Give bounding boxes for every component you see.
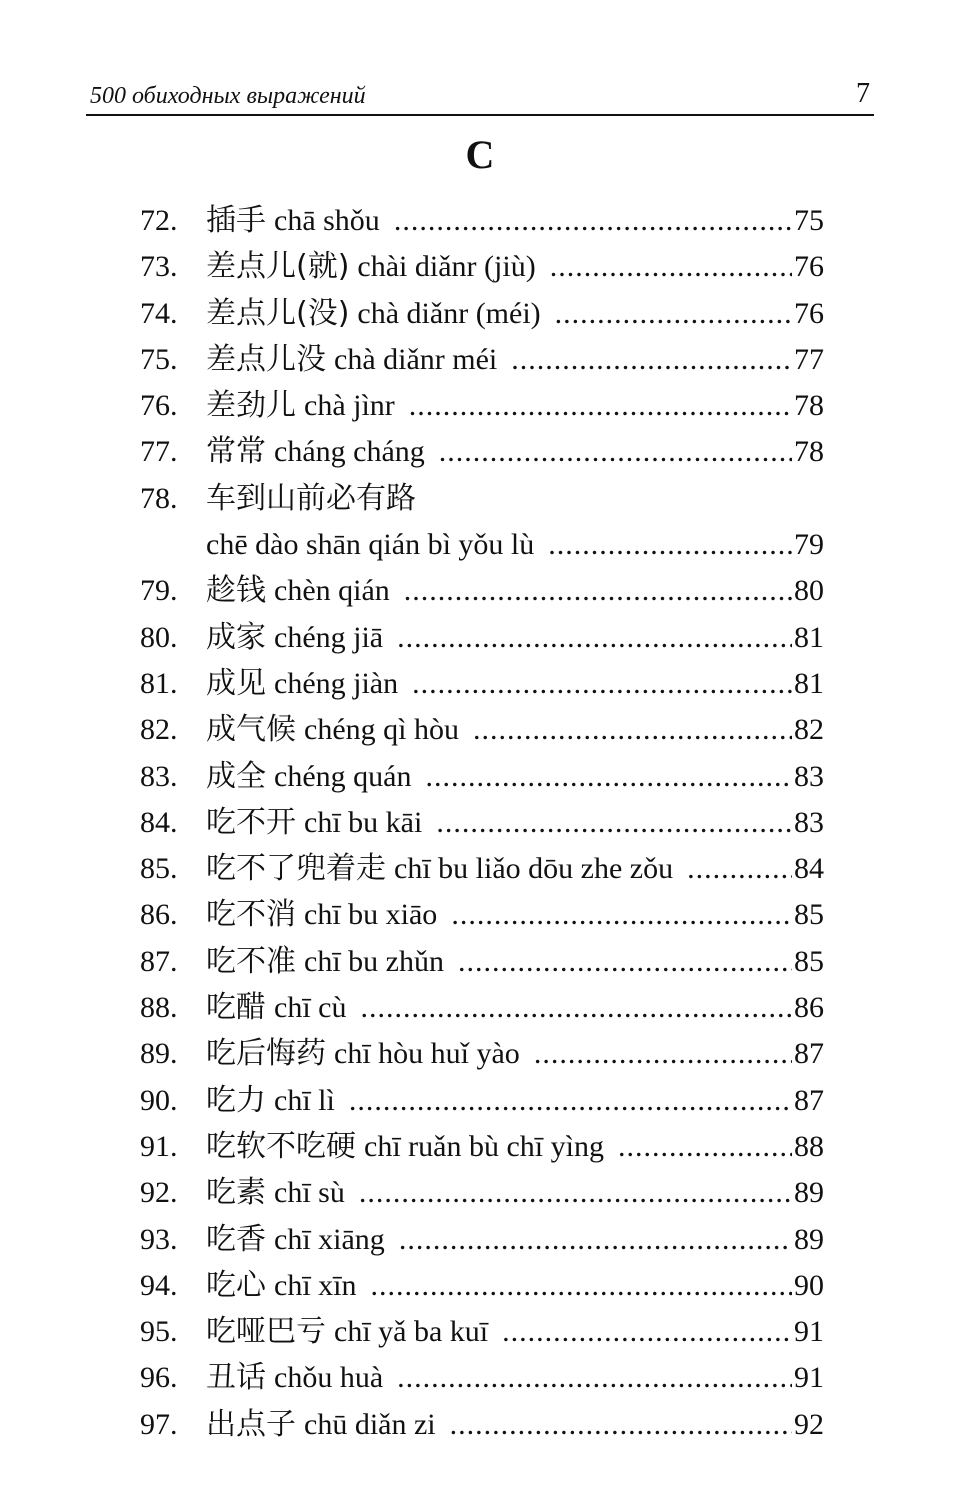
dot-leader <box>360 985 792 1031</box>
toc-entry <box>140 1078 824 1124</box>
entry-label <box>206 568 794 614</box>
entry-page: 85 <box>794 898 824 932</box>
entry-pinyin: chà jìnr <box>304 389 395 423</box>
entry-label <box>206 1402 794 1448</box>
entry-hanzi: 吃醋 <box>206 990 266 1026</box>
running-title: 500 обиходных выражений <box>90 83 366 109</box>
dot-leader <box>371 1263 793 1309</box>
entry-pinyin: chī bu xiāo <box>304 898 438 932</box>
entry-page: 79 <box>794 528 824 562</box>
toc-entry <box>140 800 824 846</box>
entry-label <box>206 1031 794 1077</box>
toc-entry <box>140 661 824 707</box>
entry-pinyin: chī bu liǎo dōu zhe zǒu <box>394 852 674 886</box>
entry-page: 81 <box>794 666 824 700</box>
entry-number: 79. <box>140 574 178 608</box>
entry-pinyin: chī bu kāi <box>304 805 423 839</box>
dot-leader <box>439 429 792 475</box>
dot-leader <box>349 1078 792 1124</box>
running-header <box>86 78 874 116</box>
dot-leader <box>359 1170 792 1216</box>
dot-leader <box>394 198 792 244</box>
dot-leader <box>399 1217 792 1263</box>
entry-pinyin: chéng jiàn <box>274 666 399 700</box>
entry-label <box>206 291 794 337</box>
entry-label <box>206 1170 794 1216</box>
entry-pinyin: chī lì <box>274 1083 335 1117</box>
entry-page: 90 <box>794 1268 824 1302</box>
entry-pinyin: cháng cháng <box>274 435 425 469</box>
page-number: 7 <box>856 78 870 109</box>
entry-number: 76. <box>140 389 178 423</box>
entry-number: 82. <box>140 713 178 747</box>
entry-pinyin: chī xiāng <box>274 1222 385 1256</box>
entry-label <box>206 1309 794 1355</box>
entry-hanzi: 差点儿没 <box>206 341 326 377</box>
entry-pinyin: chà diǎnr méi <box>334 342 498 376</box>
entry-pinyin: chī yǎ ba kuī <box>334 1315 489 1349</box>
entry-hanzi: 差点儿(没) <box>206 295 350 331</box>
toc-entry <box>140 892 824 938</box>
dot-leader <box>436 800 792 846</box>
entry-hanzi: 成气候 <box>206 712 296 748</box>
entry-pinyin: chī ruǎn bù chī yìng <box>364 1129 604 1163</box>
entry-page: 91 <box>794 1315 824 1349</box>
toc-entry <box>140 1217 824 1263</box>
dot-leader <box>458 939 792 985</box>
entry-number: 92. <box>140 1176 178 1210</box>
entry-hanzi: 成全 <box>206 758 266 794</box>
entry-number: 75. <box>140 342 178 376</box>
dot-leader <box>687 846 792 892</box>
entry-page: 83 <box>794 759 824 793</box>
entry-page: 77 <box>794 342 824 376</box>
entry-label <box>206 800 794 846</box>
entry-label <box>206 754 794 800</box>
dot-leader <box>451 892 792 938</box>
dot-leader <box>534 1031 792 1077</box>
entry-pinyin: chà diǎnr (méi) <box>357 296 541 330</box>
entry-hanzi: 吃不消 <box>206 897 296 933</box>
entry-hanzi: 吃不准 <box>206 943 296 979</box>
entry-number: 77. <box>140 435 178 469</box>
entry-label <box>206 846 794 892</box>
toc-entry <box>140 939 824 985</box>
toc-entry <box>140 337 824 383</box>
entry-hanzi: 丑话 <box>206 1360 266 1396</box>
entry-number: 94. <box>140 1268 178 1302</box>
entry-label <box>206 429 794 475</box>
toc-entry <box>140 291 824 337</box>
entry-label <box>206 522 794 568</box>
entry-hanzi: 趁钱 <box>206 573 266 609</box>
entry-page: 86 <box>794 991 824 1025</box>
entry-number: 96. <box>140 1361 178 1395</box>
entry-label <box>206 337 794 383</box>
entry-label <box>206 661 794 707</box>
entry-pinyin: chī xīn <box>274 1268 357 1302</box>
entry-pinyin: chèn qián <box>274 574 390 608</box>
entry-hanzi: 吃香 <box>206 1221 266 1257</box>
dot-leader <box>397 1355 792 1401</box>
dot-leader <box>618 1124 792 1170</box>
entry-hanzi: 吃哑巴亏 <box>206 1314 326 1350</box>
entry-hanzi: 吃软不吃硬 <box>206 1128 356 1164</box>
entry-hanzi: 吃不开 <box>206 804 296 840</box>
entry-number: 81. <box>140 666 178 700</box>
entry-number: 95. <box>140 1315 178 1349</box>
entry-label <box>206 198 794 244</box>
entry-hanzi: 差点儿(就) <box>206 249 350 285</box>
entry-label <box>206 244 794 290</box>
entry-hanzi: 吃素 <box>206 1175 266 1211</box>
entry-hanzi: 成见 <box>206 665 266 701</box>
entry-label <box>206 615 794 661</box>
entry-pinyin: chē dào shān qián bì yǒu lù <box>206 528 535 562</box>
entry-pinyin: chā shǒu <box>274 204 380 237</box>
entry-label <box>206 383 794 429</box>
entry-page: 84 <box>794 852 824 886</box>
toc-entry <box>140 568 824 614</box>
entry-page: 92 <box>794 1407 824 1441</box>
toc-entry <box>140 1309 824 1355</box>
toc-entry <box>140 1355 824 1401</box>
entry-label <box>206 1078 794 1124</box>
entry-number: 80. <box>140 620 178 654</box>
entry-number: 91. <box>140 1129 178 1163</box>
toc-entry <box>140 429 824 475</box>
entry-pinyin: chéng jiā <box>274 620 384 654</box>
entry-page: 81 <box>794 620 824 654</box>
entry-page: 83 <box>794 805 824 839</box>
dot-leader <box>555 291 792 337</box>
toc-entry-continuation <box>140 522 824 568</box>
entry-page: 76 <box>794 296 824 330</box>
entry-page: 82 <box>794 713 824 747</box>
entry-number: 83. <box>140 759 178 793</box>
entry-hanzi: 吃后悔药 <box>206 1036 326 1072</box>
entry-page: 91 <box>794 1361 824 1395</box>
entry-label <box>206 1217 794 1263</box>
toc-entry <box>140 615 824 661</box>
toc-entry <box>140 383 824 429</box>
entry-pinyin: chū diǎn zi <box>304 1407 436 1441</box>
toc-entry <box>140 1124 824 1170</box>
toc-entry <box>140 707 824 753</box>
entry-page: 75 <box>794 204 824 237</box>
dot-leader <box>450 1402 792 1448</box>
entry-pinyin: chéng qì hòu <box>304 713 459 747</box>
dot-leader <box>511 337 792 383</box>
section-letter: C <box>465 132 495 177</box>
entry-hanzi: 吃心 <box>206 1267 266 1303</box>
toc-entry <box>140 244 824 290</box>
entry-number: 97. <box>140 1407 178 1441</box>
entry-pinyin: chī hòu huǐ yào <box>334 1037 520 1071</box>
entry-pinyin: chī cù <box>274 991 347 1025</box>
entry-hanzi: 插手 <box>206 203 266 238</box>
entry-number: 86. <box>140 898 178 932</box>
entry-hanzi: 吃不了兜着走 <box>206 851 386 887</box>
entry-label <box>206 707 794 753</box>
entry-number: 85. <box>140 852 178 886</box>
entry-hanzi: 车到山前必有路 <box>206 480 416 516</box>
entry-label <box>206 939 794 985</box>
entry-label <box>206 1355 794 1401</box>
entry-page: 87 <box>794 1037 824 1071</box>
entry-pinyin: chī bu zhǔn <box>304 944 444 978</box>
entry-label <box>206 985 794 1031</box>
dot-leader <box>412 661 792 707</box>
entry-pinyin: chǒu huà <box>274 1361 384 1395</box>
dot-leader <box>502 1309 792 1355</box>
dot-leader <box>397 615 792 661</box>
entry-hanzi: 吃力 <box>206 1082 266 1118</box>
entry-pinyin: chéng quán <box>274 759 412 793</box>
dot-leader <box>425 754 792 800</box>
dot-leader <box>473 707 792 753</box>
entry-label <box>206 892 794 938</box>
entry-hanzi: 常常 <box>206 434 266 470</box>
entry-page: 78 <box>794 389 824 423</box>
entry-page: 85 <box>794 944 824 978</box>
dot-leader <box>409 383 792 429</box>
toc-entry <box>140 198 824 244</box>
entry-number: 90. <box>140 1083 178 1117</box>
table-of-contents <box>140 198 824 1448</box>
dot-leader <box>404 568 792 614</box>
toc-entry <box>140 1170 824 1216</box>
dot-leader <box>550 244 792 290</box>
toc-entry <box>140 1402 824 1448</box>
entry-number: 93. <box>140 1222 178 1256</box>
entry-number: 87. <box>140 944 178 978</box>
entry-hanzi: 出点子 <box>206 1406 296 1442</box>
entry-page: 89 <box>794 1222 824 1256</box>
toc-entry <box>140 985 824 1031</box>
entry-number: 72. <box>140 204 178 237</box>
toc-entry <box>140 754 824 800</box>
entry-label <box>206 1124 794 1170</box>
entry-page: 80 <box>794 574 824 608</box>
entry-hanzi: 差劲儿 <box>206 388 296 424</box>
toc-entry <box>140 1263 824 1309</box>
entry-number: 89. <box>140 1037 178 1071</box>
entry-page: 76 <box>794 250 824 284</box>
dot-leader <box>548 522 792 568</box>
toc-entry <box>140 476 824 522</box>
entry-hanzi: 成家 <box>206 619 266 655</box>
toc-entry <box>140 1031 824 1077</box>
entry-pinyin: chī sù <box>274 1176 345 1210</box>
entry-number: 74. <box>140 296 178 330</box>
entry-page: 89 <box>794 1176 824 1210</box>
entry-pinyin: chài diǎnr (jiù) <box>357 250 536 284</box>
toc-entry <box>140 846 824 892</box>
entry-label <box>206 476 824 522</box>
entry-page: 88 <box>794 1129 824 1163</box>
entry-number: 73. <box>140 250 178 284</box>
entry-page: 87 <box>794 1083 824 1117</box>
entry-number: 84. <box>140 805 178 839</box>
entry-number: 88. <box>140 991 178 1025</box>
entry-label <box>206 1263 794 1309</box>
entry-number: 78. <box>140 481 178 515</box>
entry-page: 78 <box>794 435 824 469</box>
